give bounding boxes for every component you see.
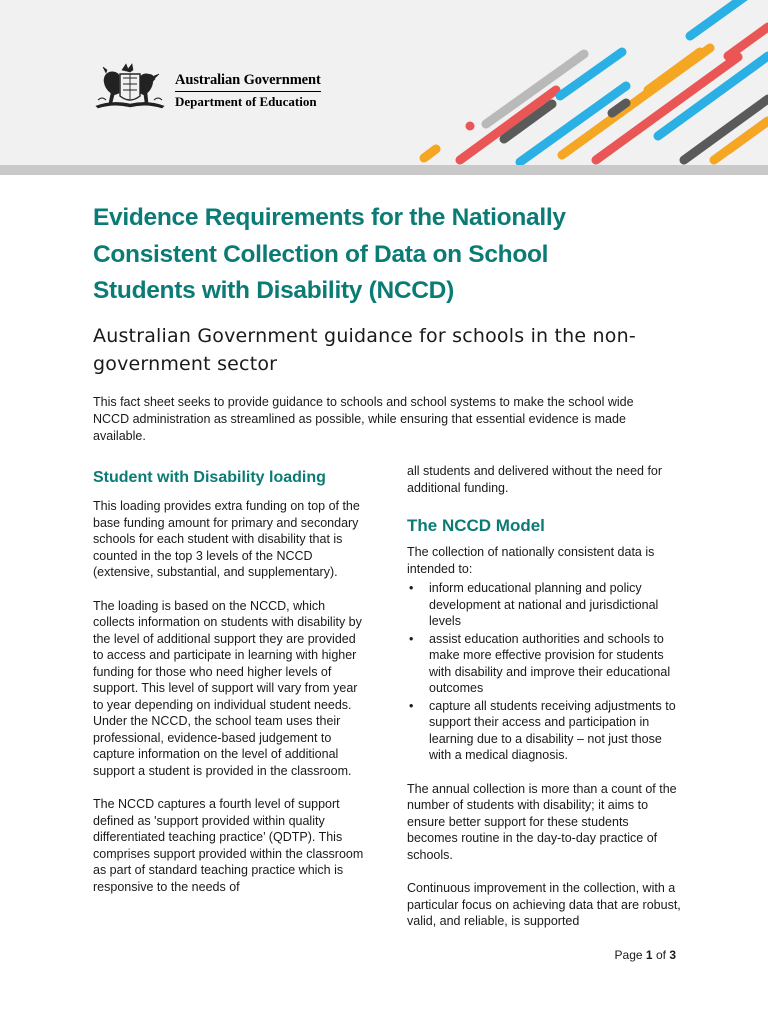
right-column <box>407 463 682 947</box>
bullet-icon: • <box>409 581 414 595</box>
list-item <box>407 631 682 697</box>
section-heading-loading: Student with Disability loading <box>93 469 326 486</box>
page-word: Page <box>614 948 643 962</box>
paragraph: The collection of nationally consistent data is intended to: <box>407 545 655 576</box>
section-heading-nccd-model: The NCCD Model <box>407 516 545 535</box>
paragraph: Continuous improvement in the collection, with a particular focus on achieving data that are robust, valid, and reliable, is supported <box>407 881 681 928</box>
page-current: 1 <box>645 948 653 962</box>
department-name: Department of Education <box>175 94 317 109</box>
paragraph: The annual collection is more than a count of the number of students with disability; it aims to ensure better support for these students becomes routine in the day-to-day practice of schools. <box>407 781 677 862</box>
paragraph: The NCCD captures a fourth level of support defined as 'support provided within quality differentiated teaching practice’ (QDTP). This comprises support provided within the classroom as part of standard teaching practice which is responsive to the needs of <box>93 797 364 894</box>
bullet-list <box>407 580 682 764</box>
stripe-7 <box>560 52 622 96</box>
bullet-icon: • <box>409 698 414 713</box>
list-item <box>407 580 682 630</box>
list-item-text: assist education authorities and schools to make more effective provision for students with disability and improve their educational outcomes <box>429 631 671 695</box>
paragraph-continuation: all students and delivered without the need for additional funding. <box>407 464 663 495</box>
intro-paragraph: This fact sheet seeks to provide guidance to schools and school systems to make the school wide NCCD administration as streamlined as possible, while ensuring that essential evidence is made available. <box>93 395 634 443</box>
paragraph: This loading provides extra funding on top of the base funding amount for primary and secondary schools for each student with disability that is counted in the top 3 levels of the NCCD (extensive, substantial, and supplementary). <box>93 499 360 579</box>
page-number <box>615 948 676 962</box>
list-item <box>407 698 682 764</box>
page-total: 3 <box>669 948 676 962</box>
government-name: Australian Government <box>175 72 321 88</box>
of-word: of <box>655 948 666 962</box>
stripe-1 <box>424 149 436 158</box>
coat-of-arms-icon <box>92 62 168 112</box>
left-column <box>93 462 365 912</box>
page-header <box>0 0 768 165</box>
bullet-icon: • <box>409 631 414 646</box>
paragraph: The loading is based on the NCCD, which collects information on students with disability by the level of additional support they are provided to access and participate in learning with higher funding for those who need higher levels of support. This level of support will vary from year to year depending on individual student needs. Under the NCCD, the school team uses their professional, evidence-based judgement to capture information on the level of additional support a student is provided in the classroom. <box>93 598 362 778</box>
document-subtitle: Australian Government guidance for schools in the non-government sector <box>93 325 636 375</box>
header-divider <box>175 91 321 92</box>
list-item-text: capture all students receiving adjustments to support their access and participation in learning due to a disability – not just those with a medical diagnosis. <box>429 698 676 762</box>
list-item-text: inform educational planning and policy development at national and jurisdictional levels <box>429 581 659 628</box>
header-rule <box>0 165 768 175</box>
document-title: Evidence Requirements for the Nationally Consistent Collection of Data on School Students with Disability (NCCD) <box>93 204 566 304</box>
stripe-15 <box>728 27 768 56</box>
stripe-11 <box>648 52 700 90</box>
